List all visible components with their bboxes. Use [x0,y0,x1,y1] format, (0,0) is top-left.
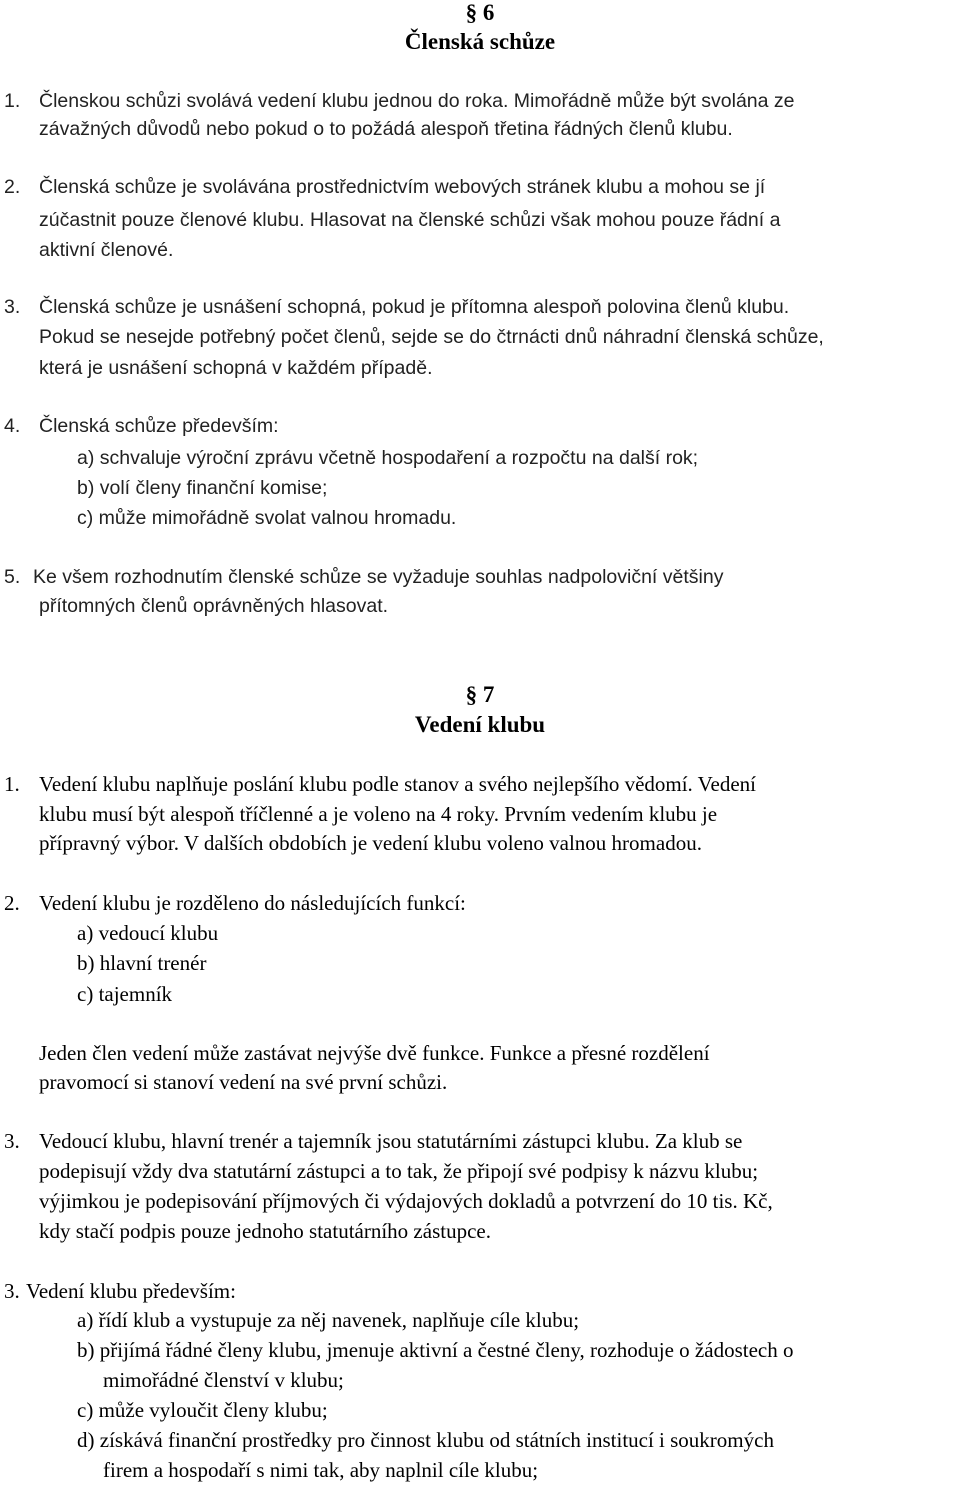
paragraph-line: Členskou schůzi svolává vedení klubu jednou do roka. Mimořádně může být svolána ze [39,90,795,112]
item-number: 5. [4,566,21,588]
item-number: 2. [4,891,20,915]
paragraph-line: Vedení klubu především: [26,1279,236,1303]
paragraph-line: která je usnášení schopná v každém případě. [39,357,433,379]
section-number: § 7 [465,682,495,707]
list-item: c) tajemník [77,982,173,1006]
paragraph-line: aktivní členové. [39,239,174,261]
paragraph-line: pravomocí si stanoví vedení na své první schůzi. [39,1070,448,1094]
paragraph-line: Vedoucí klubu, hlavní trenér a tajemník jsou statutárními zástupci klubu. Za klub se [39,1129,743,1153]
paragraph-line: Členská schůze především: [39,415,279,437]
list-item: b) hlavní trenér [77,951,207,975]
list-item: a) řídí klub a vystupuje za něj navenek, naplňuje cíle klubu; [77,1308,580,1332]
list-item: a) schvaluje výroční zprávu včetně hospodaření a rozpočtu na další rok; [77,447,699,469]
paragraph-line: Ke všem rozhodnutím členské schůze se vyžaduje souhlas nadpoloviční většiny [33,566,724,588]
paragraph-line: přítomných členů oprávněných hlasovat. [39,595,389,617]
paragraph-line: zúčastnit pouze členové klubu. Hlasovat na členské schůzi však mohou pouze řádní a [39,209,781,231]
paragraph-line: Vedení klubu je rozděleno do následujících funkcí: [39,891,466,915]
item-number: 3. [4,1279,20,1303]
paragraph-line: Členská schůze je usnášení schopná, pokud je přítomna alespoň polovina členů klubu. [39,296,790,318]
list-item: a) vedoucí klubu [77,921,219,945]
paragraph-line: Jeden člen vedení může zastávat nejvýše dvě funkce. Funkce a přesné rozdělení [39,1041,710,1065]
item-number: 3. [4,296,21,318]
paragraph-line: výjimkou je podepisování příjmových či výdajových dokladů a potvrzení do 10 tis. Kč, [39,1189,773,1213]
list-item: mimořádné členství v klubu; [103,1368,344,1392]
list-item: c) může vyloučit členy klubu; [77,1398,328,1422]
paragraph-line: Členská schůze je svolávána prostřednictvím webových stránek klubu a mohou se jí [39,176,766,198]
paragraph-line: závažných důvodů nebo pokud o to požádá alespoň třetina řádných členů klubu. [39,118,733,140]
item-number: 1. [4,90,21,112]
item-number: 2. [4,176,21,198]
list-item: b) přijímá řádné členy klubu, jmenuje aktivní a čestné členy, rozhoduje o žádostech o [77,1338,794,1362]
item-number: 4. [4,415,21,437]
paragraph-line: klubu musí být alespoň tříčlenné a je voleno na 4 roky. Prvním vedením klubu je [39,802,718,826]
section-number: § 6 [465,0,495,25]
item-number: 1. [4,772,20,796]
item-number: 3. [4,1129,20,1153]
list-item: c) může mimořádně svolat valnou hromadu. [77,507,457,529]
list-item: firem a hospodaří s nimi tak, aby naplnil cíle klubu; [103,1458,539,1482]
list-item: b) volí členy finanční komise; [77,477,328,499]
paragraph-line: Pokud se nesejde potřebný počet členů, sejde se do čtrnácti dnů náhradní členská schůze, [39,326,824,348]
section-title: Vedení klubu [414,712,546,737]
list-item: d) získává finanční prostředky pro činnost klubu od státních institucí i soukromých [77,1428,774,1452]
paragraph-line: přípravný výbor. V dalších obdobích je vedení klubu voleno valnou hromadou. [39,831,702,855]
section-title: Členská schůze [404,29,556,54]
paragraph-line: kdy stačí podpis pouze jednoho statutárního zástupce. [39,1219,491,1243]
paragraph-line: podepisují vždy dva statutární zástupci a to tak, že připojí své podpisy k názvu klubu; [39,1159,759,1183]
paragraph-line: Vedení klubu naplňuje poslání klubu podle stanov a svého nejlepšího vědomí. Vedení [39,772,756,796]
